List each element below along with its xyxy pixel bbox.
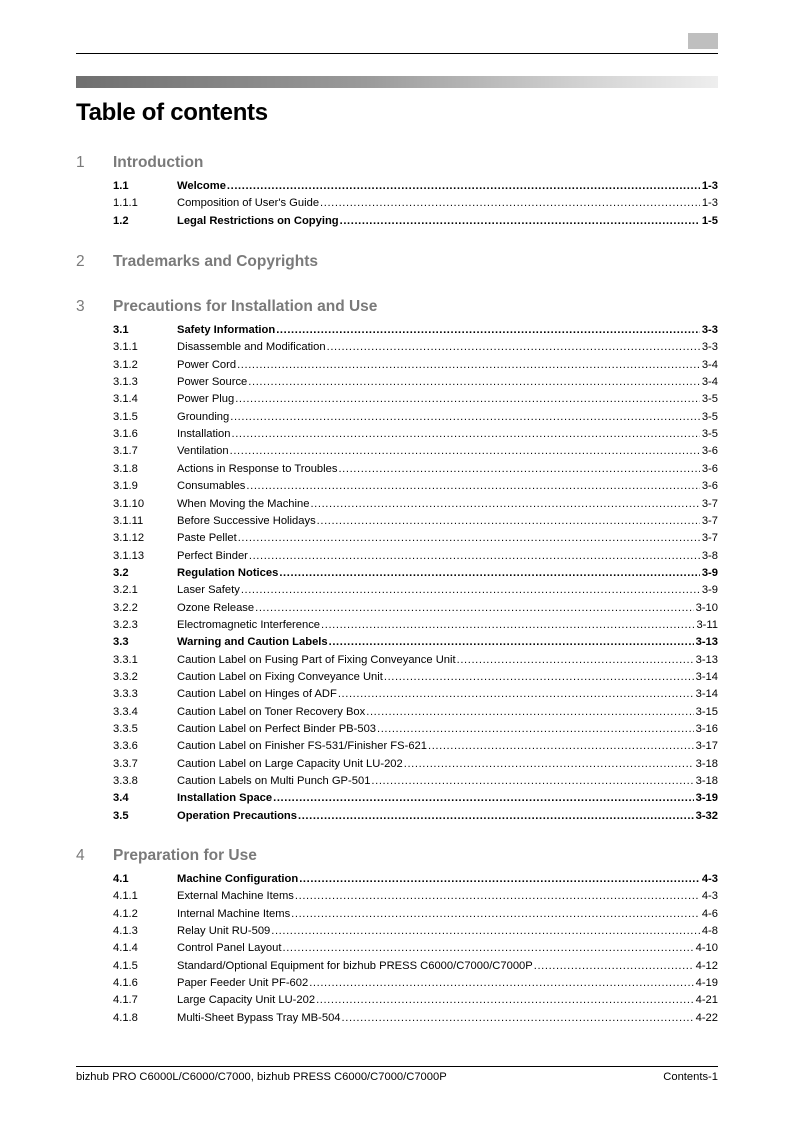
chapter-heading[interactable] [0,847,793,867]
chapter-number: 1 [76,154,85,171]
page-title: Table of contents [76,99,268,126]
toc-dot-leader [238,530,700,547]
toc-entry-body [177,600,718,617]
toc-dot-leader [298,808,694,825]
chapter-title: Precautions for Installation and Use [113,298,378,315]
toc-entry-title: Caution Label on Fusing Part of Fixing Conveyance Unit [177,653,456,666]
toc-entry-number: 4.1.8 [113,1011,138,1024]
toc-entry-body [177,808,718,825]
toc-entry-number: 3.3.8 [113,775,138,788]
toc-dot-leader [316,992,694,1009]
toc-entry[interactable] [0,374,793,391]
toc-entry[interactable] [0,195,793,212]
toc-entry-title: Machine Configuration [177,873,299,885]
toc-entry-body [177,738,718,755]
toc-dot-leader [295,888,700,905]
toc-entry-body [177,582,718,599]
toc-entry-page: 3-10 [695,601,718,614]
toc-entry-page: 3-17 [695,740,718,753]
toc-entry[interactable] [0,391,793,408]
toc-entry-number: 3.1.13 [113,549,145,562]
toc-entry[interactable] [0,808,793,825]
toc-entry-body [177,496,718,513]
toc-entry[interactable] [0,617,793,634]
toc-entry-page: 3-8 [701,549,718,562]
toc-entry-page: 3-6 [701,445,718,458]
toc-entry-page: 4-19 [695,977,718,990]
toc-entry-body [177,391,718,408]
toc-entry-page: 3-7 [701,497,718,510]
toc-entry-page: 3-5 [701,428,718,441]
toc-dot-leader [230,443,700,460]
toc-entry-page: 3-6 [701,480,718,493]
toc-dot-leader [384,669,694,686]
toc-entry-title: External Machine Items [177,890,294,903]
toc-entry-number: 3.3.3 [113,688,138,701]
toc-entry-body [177,790,718,807]
chapter-title: Preparation for Use [113,847,257,864]
toc-entry-body [177,923,718,940]
chapter-title: Introduction [113,154,204,171]
toc-entry-title: Multi-Sheet Bypass Tray MB-504 [177,1011,341,1024]
toc-dot-leader [310,496,699,513]
toc-entry[interactable] [0,940,793,957]
toc-entry[interactable] [0,565,793,582]
toc-entry-body [177,513,718,530]
toc-entry-body [177,339,718,356]
toc-entry[interactable] [0,409,793,426]
toc-entry[interactable] [0,704,793,721]
toc-entry[interactable] [0,888,793,905]
toc-entry-page: 3-15 [695,705,718,718]
toc-entry-number: 3.2.2 [113,601,138,614]
toc-entry-body [177,652,718,669]
chapter-heading[interactable] [0,298,793,318]
toc-entry-number: 1.2 [113,214,129,227]
toc-dot-leader [377,721,694,738]
toc-entry-number: 3.1.3 [113,376,138,389]
chapter-number: 3 [76,298,85,315]
toc-entry[interactable] [0,178,793,195]
toc-entry[interactable] [0,992,793,1009]
toc-entry-body [177,773,718,790]
toc-dot-leader [279,565,700,582]
toc-entry-title: Composition of User's Guide [177,197,320,210]
toc-entry-number: 3.3.4 [113,705,138,718]
toc-dot-leader [338,686,694,703]
toc-dot-leader [276,322,700,339]
toc-entry[interactable] [0,790,793,807]
toc-entry-number: 3.4 [113,792,129,805]
toc-dot-leader [309,975,693,992]
toc-entry-body [177,686,718,703]
page-tab-marker [688,33,718,49]
chapter-number: 4 [76,847,85,864]
toc-entry-page: 4-6 [701,907,718,920]
toc-dot-leader [371,773,693,790]
toc-entry-page: 1-3 [701,180,718,192]
toc-entry-body [177,756,718,773]
toc-entry-number: 3.1.1 [113,341,138,354]
toc-entry-body [177,195,718,212]
toc-dot-leader [241,582,700,599]
toc-entry-number: 1.1.1 [113,197,138,210]
toc-dot-leader [291,906,700,923]
toc-entry-body [177,958,718,975]
toc-dot-leader [317,513,700,530]
toc-entry[interactable] [0,1010,793,1027]
toc-entry[interactable] [0,600,793,617]
toc-entry-title: Perfect Binder [177,549,248,562]
toc-entry-title: Disassemble and Modification [177,341,326,354]
toc-entry-title: Ozone Release [177,601,255,614]
toc-entry[interactable] [0,652,793,669]
toc-entry-page: 4-21 [695,994,718,1007]
toc-entry-title: Relay Unit RU-509 [177,925,271,938]
toc-entry-page: 3-3 [701,341,718,354]
toc-entry-page: 3-3 [701,324,718,336]
toc-entry-title: Laser Safety [177,584,240,597]
toc-entry-number: 3.1.5 [113,410,138,423]
toc-entry-number: 3.1.9 [113,480,138,493]
footer-product-name: bizhub PRO C6000L/C6000/C7000, bizhub PRESS C6000/C7000/C7000P [76,1071,447,1083]
toc-entry-page: 3-11 [696,618,718,631]
toc-entry-body [177,548,718,565]
toc-entry[interactable] [0,322,793,339]
toc-entry-title: Large Capacity Unit LU-202 [177,994,316,1007]
toc-entry[interactable] [0,496,793,513]
toc-entry-number: 3.3.2 [113,671,138,683]
toc-entry-page: 3-19 [695,792,718,805]
toc-entry-title: Caution Label on Finisher FS-531/Finisher FS-621 [177,740,427,753]
toc-entry-title: Power Plug [177,393,235,406]
toc-entry-body [177,617,718,634]
toc-entry-number: 3.1.4 [113,393,138,406]
toc-dot-leader [237,357,700,374]
toc-entry[interactable] [0,686,793,703]
toc-entry-body [177,940,718,957]
toc-entry-title: Operation Precautions [177,809,297,822]
toc-entry-body [177,871,718,888]
toc-entry-page: 1-3 [701,197,718,210]
toc-entry-page: 3-13 [695,636,718,649]
toc-entry-number: 3.3.7 [113,757,138,770]
toc-entry-title: Actions in Response to Troubles [177,462,338,475]
toc-dot-leader [534,958,694,975]
toc-entry-page: 3-6 [701,462,718,475]
toc-entry-number: 3.1.7 [113,445,138,458]
toc-entry[interactable] [0,513,793,530]
toc-dot-leader [230,409,700,426]
toc-entry-title: When Moving the Machine [177,497,310,510]
toc-entry-number: 4.1 [113,873,129,885]
toc-entry-page: 3-13 [695,653,718,666]
toc-entry-number: 3.3.6 [113,740,138,753]
toc-entry[interactable] [0,530,793,547]
toc-dot-leader [271,923,700,940]
toc-entry-body [177,992,718,1009]
toc-entry-page: 3-7 [701,514,718,527]
toc-entry-title: Caution Label on Large Capacity Unit LU-202 [177,757,403,770]
toc-entry-page: 4-10 [695,942,718,955]
toc-entry[interactable] [0,958,793,975]
toc-entry-body [177,461,718,478]
toc-entry-title: Caution Label on Perfect Binder PB-503 [177,723,377,736]
toc-entry-title: Caution Label on Toner Recovery Box [177,705,366,718]
toc-entry-title: Safety Information [177,324,276,336]
toc-dot-leader [235,391,700,408]
toc-entry-page: 3-14 [695,671,718,683]
toc-entry-page: 3-7 [701,532,718,545]
toc-dot-leader [246,478,699,495]
toc-entry-body [177,374,718,391]
toc-dot-leader [227,178,700,195]
toc-entry-body [177,669,718,686]
header-rule [76,53,718,54]
toc-dot-leader [457,652,694,669]
toc-entry-body [177,721,718,738]
toc-entry-body [177,357,718,374]
toc-entry-number: 4.1.4 [113,942,138,955]
toc-entry-body [177,478,718,495]
toc-dot-leader [327,339,700,356]
title-gradient-bar [76,76,718,88]
toc-dot-leader [366,704,693,721]
toc-entry-number: 3.1.8 [113,462,138,475]
toc-entry[interactable] [0,443,793,460]
toc-entry-title: Internal Machine Items [177,907,291,920]
toc-entry-body [177,178,718,195]
toc-dot-leader [249,548,700,565]
toc-entry[interactable] [0,923,793,940]
toc-entry-page: 4-22 [695,1011,718,1024]
toc-entry-title: Before Successive Holidays [177,514,316,527]
toc-entry-page: 3-4 [701,358,718,371]
toc-entry-number: 4.1.1 [113,890,138,903]
toc-entry-number: 3.1 [113,324,129,336]
toc-entry-number: 4.1.3 [113,925,138,938]
toc-entry-body [177,565,718,582]
toc-entry[interactable] [0,548,793,565]
toc-entry-body [177,530,718,547]
toc-entry-title: Electromagnetic Interference [177,618,321,631]
toc-entry-number: 3.1.12 [113,532,145,545]
toc-entry[interactable] [0,669,793,686]
toc-entry-number: 3.3.5 [113,723,138,736]
toc-entry-number: 3.3.1 [113,653,138,666]
toc-entry[interactable] [0,426,793,443]
toc-entry-body [177,634,718,651]
toc-dot-leader [299,871,700,888]
toc-entry[interactable] [0,461,793,478]
toc-entry-number: 3.3 [113,636,129,649]
toc-entry-number: 3.1.11 [113,514,144,527]
toc-entry-body [177,409,718,426]
toc-entry-title: Consumables [177,480,246,493]
toc-entry-body [177,704,718,721]
toc-entry-page: 4-8 [701,925,718,938]
footer-rule [76,1066,718,1067]
toc-entry[interactable] [0,738,793,755]
toc-entry-title: Installation Space [177,792,273,805]
toc-entry-page: 3-32 [695,809,718,822]
toc-entry-page: 3-4 [701,376,718,389]
toc-dot-leader [338,461,699,478]
toc-entry-title: Welcome [177,180,226,192]
toc-entry[interactable] [0,906,793,923]
toc-dot-leader [320,195,700,212]
toc-entry-body [177,322,718,339]
toc-entry[interactable] [0,721,793,738]
toc-entry[interactable] [0,339,793,356]
toc-dot-leader [428,738,694,755]
chapter-number: 2 [76,253,85,270]
toc-entry-number: 4.1.2 [113,907,138,920]
toc-entry-title: Legal Restrictions on Copying [177,214,339,227]
toc-dot-leader [342,1010,694,1027]
toc-entry-number: 4.1.5 [113,959,138,972]
toc-entry-title: Caution Label on Fixing Conveyance Unit [177,671,383,683]
toc-entry-title: Grounding [177,410,230,423]
toc-entry-title: Warning and Caution Labels [177,636,328,649]
toc-entry-body [177,888,718,905]
toc-entry-title: Control Panel Layout [177,942,282,955]
toc-entry-page: 3-14 [695,688,718,701]
chapter-heading[interactable] [0,154,793,174]
toc-entry-page: 3-5 [701,393,718,406]
toc-entry-title: Power Source [177,376,248,389]
toc-entry-body [177,906,718,923]
toc-entry[interactable] [0,871,793,888]
toc-entry-page: 3-9 [701,584,718,597]
toc-entry-body [177,1010,718,1027]
toc-entry-number: 3.1.10 [113,497,145,510]
toc-entry-number: 1.1 [113,180,129,192]
toc-dot-leader [340,213,700,230]
toc-dot-leader [232,426,700,443]
toc-entry-number: 3.2 [113,566,129,579]
toc-entry-body [177,213,718,230]
toc-entry-body [177,443,718,460]
toc-entry-number: 3.1.6 [113,428,138,441]
toc-entry-title: Installation [177,428,231,441]
toc-entry-title: Paper Feeder Unit PF-602 [177,977,309,990]
toc-dot-leader [255,600,693,617]
toc-dot-leader [404,756,694,773]
toc-dot-leader [282,940,693,957]
toc-entry[interactable] [0,975,793,992]
toc-entry-page: 1-5 [701,214,718,227]
toc-entry-title: Caution Labels on Multi Punch GP-501 [177,775,371,788]
chapter-title: Trademarks and Copyrights [113,253,319,270]
toc-entry-number: 3.2.3 [113,618,138,631]
toc-entry-page: 4-3 [701,890,718,903]
footer-page-number: Contents-1 [663,1071,718,1083]
toc-entry-body [177,426,718,443]
toc-entry-body [177,975,718,992]
toc-entry-number: 4.1.6 [113,977,138,990]
toc-entry-page: 4-12 [695,959,718,972]
toc-dot-leader [248,374,700,391]
toc-entry-title: Ventilation [177,445,229,458]
toc-entry-number: 4.1.7 [113,994,138,1007]
toc-entry-title: Standard/Optional Equipment for bizhub PRESS C6000/C7000/C7000P [177,959,533,972]
toc-entry[interactable] [0,634,793,651]
toc-entry-page: 3-9 [701,566,718,579]
toc-entry-page: 3-16 [695,723,718,736]
toc-entry[interactable] [0,357,793,374]
toc-dot-leader [329,634,694,651]
toc-entry-page: 3-18 [695,757,718,770]
toc-entry[interactable] [0,478,793,495]
toc-entry-page: 4-3 [701,873,718,885]
toc-entry-number: 3.2.1 [113,584,138,597]
toc-entry-number: 3.1.2 [113,358,138,371]
toc-entry-page: 3-5 [701,410,718,423]
toc-dot-leader [273,790,693,807]
toc-entry-title: Caution Label on Hinges of ADF [177,688,337,701]
toc-entry[interactable] [0,756,793,773]
toc-entry-title: Power Cord [177,358,237,371]
toc-dot-leader [321,617,694,634]
toc-entry[interactable] [0,582,793,599]
toc-entry-page: 3-18 [695,775,718,788]
toc-entry-number: 3.5 [113,809,129,822]
toc-entry[interactable] [0,213,793,230]
toc-entry[interactable] [0,773,793,790]
toc-entry-title: Regulation Notices [177,566,279,579]
toc-entry-title: Paste Pellet [177,532,237,545]
chapter-heading[interactable] [0,253,793,273]
